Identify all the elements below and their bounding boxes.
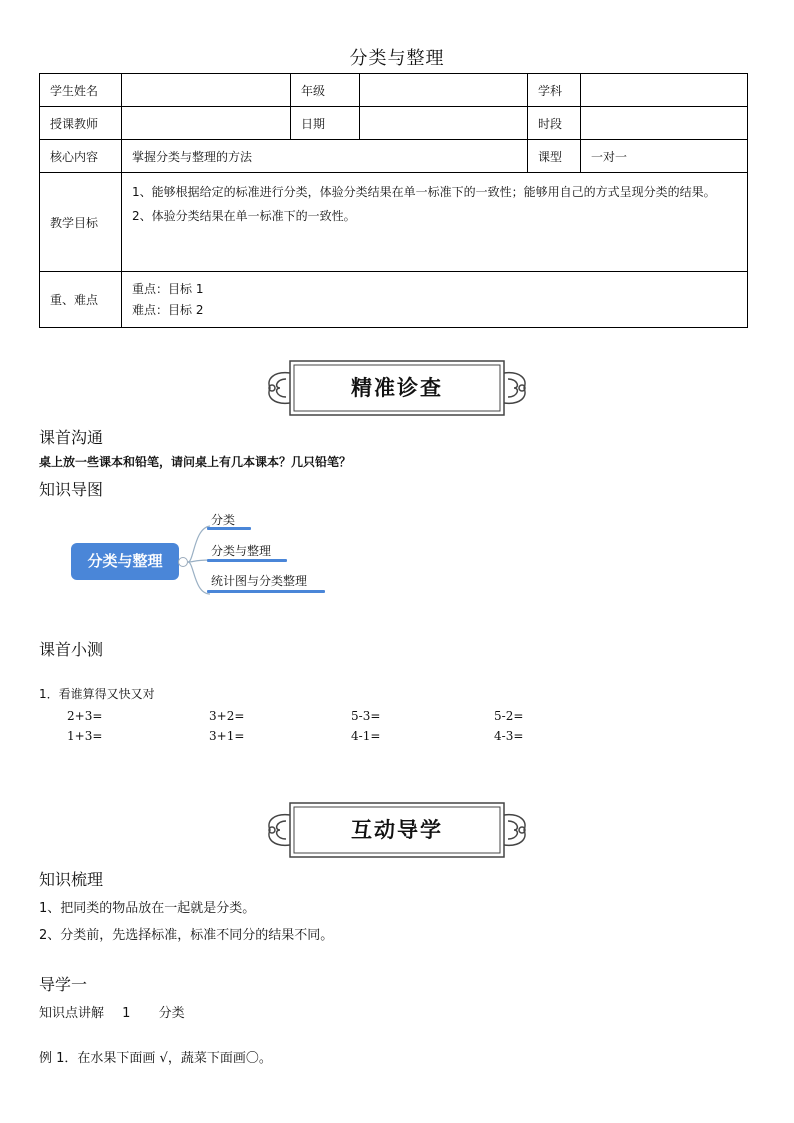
guide-point-number: 1 <box>122 1006 131 1021</box>
quiz-heading: 课首小测 <box>39 640 104 659</box>
math-item: 3+1= <box>209 729 245 743</box>
math-item: 4-1= <box>351 729 381 743</box>
grade-label: 年级 <box>291 74 360 107</box>
subject-label: 学科 <box>528 74 581 107</box>
math-item: 5-3= <box>351 709 381 723</box>
date-label: 日期 <box>291 107 360 140</box>
mindmap-node-1-underline <box>207 527 251 530</box>
mindmap-collapse-icon[interactable] <box>178 557 188 567</box>
math-item: 1+3= <box>67 729 103 743</box>
math-item: 5-2= <box>494 709 524 723</box>
quiz-question: 1．看谁算得又快又对 <box>39 687 155 701</box>
intro-heading: 课首沟通 <box>39 428 104 447</box>
table-row <box>40 173 748 272</box>
intro-text: 桌上放一些课本和铅笔，请问桌上有几本课本？几只铅笔？ <box>39 455 352 469</box>
key-label: 重、难点 <box>40 272 122 328</box>
knowledge-line-2: 2、分类前，先选择标准，标准不同分的结果不同。 <box>39 928 334 943</box>
teacher-label: 授课教师 <box>40 107 122 140</box>
key-cell <box>122 272 748 328</box>
guide-heading: 导学一 <box>39 975 88 994</box>
table-row <box>40 272 748 328</box>
banner-interactive <box>262 799 532 861</box>
table-row <box>40 74 748 107</box>
math-item: 4-3= <box>494 729 524 743</box>
core-label: 核心内容 <box>40 140 122 173</box>
goal-line-2: 2、体验分类结果在单一标准下的一致性。 <box>132 209 356 223</box>
banner-diagnosis-title: 精准诊查 <box>351 375 443 400</box>
guide-point-name: 分类 <box>158 1006 185 1021</box>
difficult-point: 难点：目标 2 <box>132 302 204 317</box>
mindmap-node-2-underline <box>207 559 287 562</box>
type-value: 一对一 <box>581 140 748 173</box>
mindmap-heading: 知识导图 <box>39 480 104 499</box>
math-item: 3+2= <box>209 709 245 723</box>
table-row <box>40 140 748 173</box>
math-item: 2+3= <box>67 709 103 723</box>
grade-value[interactable] <box>360 74 528 107</box>
banner-interactive-title: 互动导学 <box>351 817 443 842</box>
goal-cell <box>122 173 748 272</box>
info-table <box>39 73 748 328</box>
page-title: 分类与整理 <box>349 48 445 69</box>
guide-point-label: 知识点讲解 <box>39 1006 105 1021</box>
student-name-value[interactable] <box>122 74 291 107</box>
guide-point <box>39 1002 185 1021</box>
banner-diagnosis <box>262 357 532 419</box>
core-value: 掌握分类与整理的方法 <box>122 140 528 173</box>
knowledge-heading: 知识梳理 <box>39 870 104 889</box>
table-row <box>40 107 748 140</box>
goal-line-1: 1、能够根据给定的标准进行分类，体验分类结果在单一标准下的一致性；能够用自己的方式呈现分类的结果。 <box>132 185 716 199</box>
type-label: 课型 <box>528 140 581 173</box>
teacher-value[interactable] <box>122 107 291 140</box>
mindmap-node-1: 分类 <box>211 513 236 527</box>
date-value[interactable] <box>360 107 528 140</box>
mindmap-node-3-underline <box>207 590 325 593</box>
mindmap-root: 分类与整理 <box>71 543 179 580</box>
mindmap-node-3: 统计图与分类整理 <box>211 574 308 588</box>
mindmap-node-2: 分类与整理 <box>211 544 272 558</box>
period-value[interactable] <box>581 107 748 140</box>
key-point: 重点：目标 1 <box>132 281 204 296</box>
student-name-label: 学生姓名 <box>40 74 122 107</box>
example-1: 例 1．在水果下面画 √，蔬菜下面画〇。 <box>39 1051 272 1066</box>
knowledge-line-1: 1、把同类的物品放在一起就是分类。 <box>39 901 256 916</box>
goal-label: 教学目标 <box>40 173 122 272</box>
subject-value[interactable] <box>581 74 748 107</box>
period-label: 时段 <box>528 107 581 140</box>
